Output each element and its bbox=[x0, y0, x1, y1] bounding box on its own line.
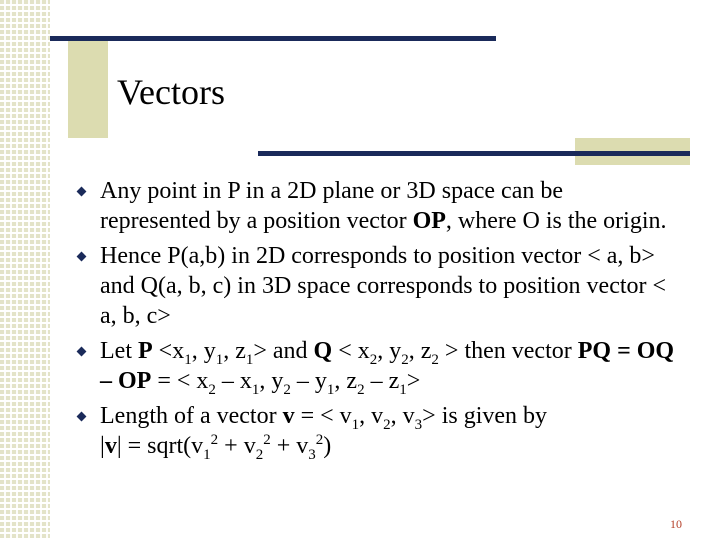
page-number: 10 bbox=[670, 517, 682, 531]
text-run: – x bbox=[215, 368, 252, 394]
text-run: , z bbox=[223, 338, 246, 364]
text-run: + v bbox=[218, 433, 256, 459]
decorative-stripes bbox=[0, 0, 50, 540]
text-run: , z bbox=[334, 368, 358, 394]
text-run: , v bbox=[390, 403, 415, 429]
subscript: 1 bbox=[351, 416, 360, 433]
text-run: ) bbox=[323, 433, 332, 459]
text-run: , y bbox=[259, 368, 284, 394]
subscript: 2 bbox=[401, 351, 409, 368]
text-run: , z bbox=[408, 338, 432, 364]
superscript: 2 bbox=[315, 432, 324, 448]
bold-term: v bbox=[104, 433, 117, 459]
diamond-bullet-icon bbox=[77, 252, 87, 262]
text-run: – z bbox=[364, 368, 400, 394]
bold-term: PQ = OQ – OP bbox=[100, 338, 675, 394]
subscript: 1 bbox=[326, 381, 335, 398]
subscript: 2 bbox=[208, 381, 216, 398]
text-run: = < x bbox=[151, 368, 209, 394]
superscript: 2 bbox=[263, 432, 271, 448]
subscript: 1 bbox=[203, 446, 211, 463]
subscript: 2 bbox=[383, 416, 391, 433]
bold-term: OP bbox=[412, 208, 446, 234]
text-run: > is given by bbox=[422, 403, 548, 429]
title-rule-top bbox=[50, 36, 496, 41]
slide-title: Vectors bbox=[117, 72, 225, 112]
subscript: 2 bbox=[431, 351, 439, 368]
title-rule-bottom bbox=[258, 151, 690, 156]
subscript: 1 bbox=[399, 381, 407, 398]
text-run: Let bbox=[100, 338, 138, 364]
text-run: | = sqrt(v bbox=[116, 433, 204, 459]
subscript: 2 bbox=[283, 381, 291, 398]
text-run: Hence P(a,b) in 2D corresponds to position vector < a, b> and Q(a, b, c) in 3D space corresponds to position vector < a, b, c> bbox=[100, 243, 667, 329]
text-run: > and bbox=[253, 338, 314, 364]
diamond-bullet-icon bbox=[77, 412, 87, 422]
bold-term: P bbox=[137, 338, 153, 364]
text-run: Length of a vector bbox=[100, 403, 283, 429]
subscript: 2 bbox=[255, 446, 264, 463]
text-run: | bbox=[100, 433, 105, 459]
text-run: > bbox=[406, 368, 421, 394]
accent-block-top bbox=[68, 38, 108, 138]
subscript: 3 bbox=[414, 416, 423, 433]
superscript: 2 bbox=[210, 432, 219, 448]
subscript: 1 bbox=[251, 381, 260, 398]
diamond-bullet-icon bbox=[77, 187, 87, 197]
diamond-bullet-icon bbox=[77, 347, 87, 357]
bullet-list bbox=[78, 176, 678, 466]
subscript: 1 bbox=[245, 351, 254, 368]
text-run: , v bbox=[359, 403, 384, 429]
text-run: <x bbox=[152, 338, 185, 364]
text-run: , where O is the origin. bbox=[445, 208, 667, 234]
text-run: > then vector bbox=[438, 338, 578, 364]
bullet-item bbox=[78, 241, 678, 331]
text-run: < x bbox=[332, 338, 370, 364]
text-run: + v bbox=[270, 433, 309, 459]
text-run: , y bbox=[377, 338, 402, 364]
bullet-item bbox=[78, 401, 678, 461]
text-run: = < v bbox=[294, 403, 352, 429]
subscript: 3 bbox=[308, 446, 316, 463]
subscript: 2 bbox=[357, 381, 365, 398]
bullet-text bbox=[100, 243, 666, 329]
subscript: 2 bbox=[369, 351, 378, 368]
text-run: Any point in P in a 2D plane or 3D space can be represented by a position vector bbox=[100, 178, 563, 234]
text-run: – y bbox=[290, 368, 327, 394]
bullet-item bbox=[78, 336, 678, 396]
bold-term: Q bbox=[313, 338, 333, 364]
bullet-text bbox=[100, 338, 675, 398]
text-run: , y bbox=[191, 338, 216, 364]
bullet-text bbox=[100, 403, 548, 463]
bold-term: v bbox=[282, 403, 295, 429]
bullet-text bbox=[100, 178, 667, 234]
subscript: 1 bbox=[184, 351, 192, 368]
subscript: 1 bbox=[215, 351, 224, 368]
bullet-item bbox=[78, 176, 678, 236]
